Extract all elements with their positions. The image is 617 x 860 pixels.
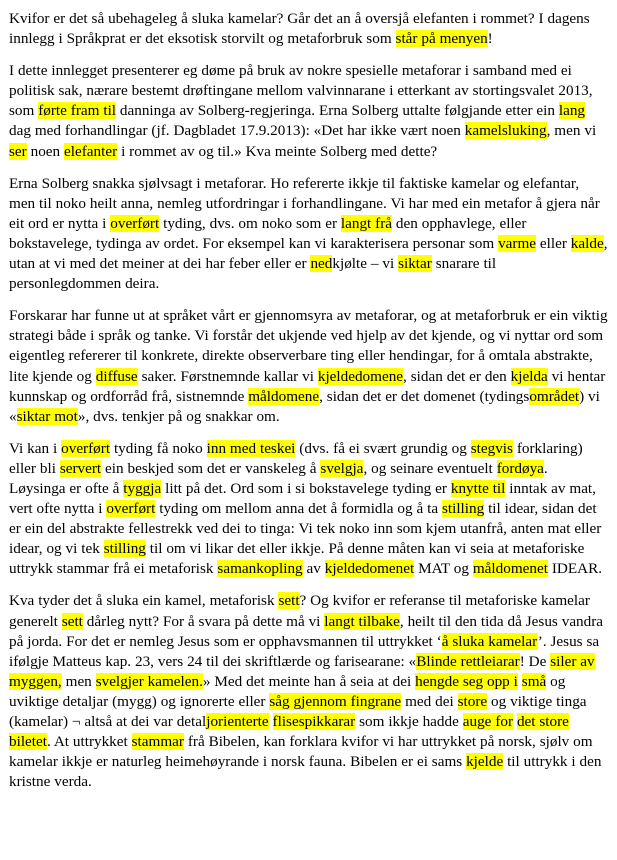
body-text: som ikkje hadde <box>355 713 463 730</box>
body-text: . At uttrykket <box>46 733 132 751</box>
highlighted-text: såg gjennom fingrane <box>269 692 402 710</box>
paragraph-p6 <box>9 591 608 792</box>
body-text: tyding om mellom anna det å formidla og å ta <box>155 500 442 518</box>
highlighted-text: svelgja <box>320 459 364 477</box>
body-text: den opphavlege, eller bokstavelege, tydinga av ordet. For eksempel kan vi karakterisera personar som <box>9 214 527 252</box>
highlighted-text: overført <box>106 500 156 518</box>
body-text: », dvs. tenkjer på og snakkar om. <box>77 407 280 425</box>
body-text: i rommet av og til.» Kva meinte Solberg med dette? <box>117 142 438 160</box>
highlighted-text: servert <box>59 459 102 477</box>
highlighted-text: Blinde rettleiarar <box>416 652 520 670</box>
highlighted-text: langt tilbake <box>324 612 400 630</box>
body-text: , heilt til den tida då Jesus vandra på jorda. For det er nemleg Jesus som er opphavsmannen til uttrykket ‘ <box>9 612 604 650</box>
highlighted-text: elefanter <box>64 142 118 160</box>
highlighted-text: flisespikkarar <box>272 713 356 730</box>
paragraph-p1 <box>9 9 608 49</box>
highlighted-text: kamelsluking <box>464 122 547 140</box>
highlighted-text: auge for <box>462 713 514 730</box>
body-text: . Løysinga er ofte å <box>9 459 548 497</box>
body-text: av <box>302 560 325 578</box>
highlighted-text: kjeldedomenet <box>324 560 415 578</box>
body-text: inntak av mat, vert ofte nytta i <box>9 479 596 518</box>
body-text: Forskarar har funne ut at språket vårt er gjennomsyra av metaforar, og at metaforbruk er ein viktig strategi både i språk og tanke. Vi forstår det ukjende ved hjelp av det kjende, og vi nyttar ord som eigentleg refererer til konkrete, direkte observerbare ting eller hendingar, for å omtala abstrakte, lite kjende og <box>9 307 608 385</box>
highlighted-text: stilling <box>441 500 485 518</box>
highlighted-text: fordøya <box>496 459 544 477</box>
body-text: og viktige tinga (kamelar) ¬ altså at dei var detal <box>9 692 587 730</box>
highlighted-text: stammar <box>131 733 184 751</box>
highlighted-text: knytte til <box>450 479 506 497</box>
paragraph-p5 <box>9 439 608 580</box>
body-text: MAT og <box>414 560 473 578</box>
highlighted-text: jorienterte <box>206 713 269 730</box>
body-text: (dvs. få ei svært grundig og <box>295 439 471 457</box>
body-text: I dette innlegget presenterer eg døme på bruk av nokre spesielle metaforar i samband med ei politisk sak, nærare bestemt drøftingane mellom valvinnarane i etterkant av stortingsvalet 2013, som <box>9 62 593 120</box>
body-text <box>269 713 273 730</box>
body-text: IDEAR. <box>547 560 603 578</box>
body-text: , sidan det er den <box>403 367 511 385</box>
body-text: ? Og kvifor er referanse til metaforiske kamelar generelt <box>9 592 590 630</box>
body-text: , sidan det er det domenet (tydings <box>319 387 530 405</box>
body-text: ’. Jesus sa ifølgje Matteus kap. 23, vers 24 til dei skriftlærde og farisearane: « <box>9 632 600 670</box>
body-text: Erna Solberg snakka sjølvsagt i metaforar. Ho refererte ikkje til faktiske kamelar og elefantar, men til noko heilt anna, nemleg utfordringar i forhandlingane. Vi har med ein metafor å gjera når eit ord er nytta i <box>9 174 600 232</box>
highlighted-text: inn med teskei <box>206 439 296 457</box>
body-text: litt på det. Ord som i si bokstavelege tyding er <box>161 479 451 497</box>
body-text: og uviktige detaljar (mygg) og ignorerte eller <box>9 672 566 710</box>
highlighted-text: siler av myggen, <box>9 652 595 690</box>
highlighted-text: siktar mot <box>16 407 78 425</box>
body-text: Kvifor er det så ubehageleg å sluka kamelar? Går det an å oversjå elefanten i rommet? I dagens innlegg i Språkprat er det eksotisk storvilt og metaforbruk som <box>9 10 590 48</box>
highlighted-text: samankopling <box>217 560 303 578</box>
body-text: Vi kan i <box>9 439 62 457</box>
highlighted-text: diffuse <box>95 367 138 385</box>
highlighted-text: langt frå <box>340 214 393 232</box>
highlighted-text: svelgjer kamelen. <box>95 672 203 690</box>
paragraph-p3 <box>9 174 608 295</box>
body-text: vi hentar kunnskap og ordforråd frå, sistnemnde <box>9 367 606 405</box>
highlighted-text: førte fram til <box>38 102 117 120</box>
paragraph-p2 <box>9 61 608 161</box>
highlighted-text: sett <box>278 592 300 610</box>
body-text: , utan at vi med det meiner at dei har feber eller er <box>9 234 608 273</box>
highlighted-text: å sluka kamelar <box>441 632 538 650</box>
highlighted-text: varme <box>498 234 537 252</box>
highlighted-text: overført <box>61 439 111 457</box>
highlighted-text: området <box>529 387 580 405</box>
highlighted-text: kalde <box>570 234 604 252</box>
body-text: noen <box>26 142 65 160</box>
highlighted-text: kjelde <box>466 753 504 771</box>
highlighted-text: står på menyen <box>395 30 488 48</box>
paragraph-p4 <box>9 306 608 427</box>
body-text: ) vi « <box>9 387 600 425</box>
highlighted-text: sett <box>61 612 83 630</box>
highlighted-text: kjeldedomene <box>317 367 404 385</box>
body-text: » Med det meinte han å seia at dei <box>202 672 416 690</box>
body-text: frå Bibelen, kan forklara kvifor vi har uttrykket på norsk, sjølv om kamelar ikkje er naturleg heimehøyrande i norsk fauna. Bibelen er ei sams <box>9 733 593 771</box>
body-text: ein beskjed som det er vanskeleg å <box>101 459 321 477</box>
body-text: til idear, sidan det er ein del abstrakte fellestrekk ved dei to tinga: Vi tek noko inn som kjem utanfrå, anten mat eller idear, og vi tek <box>9 500 602 558</box>
body-text: til uttrykk i den kristne verda. <box>9 753 602 791</box>
body-text: tyding få noko <box>110 439 207 457</box>
body-text: kjølte – vi <box>332 255 399 273</box>
body-text: men <box>61 672 96 690</box>
body-text: danninga av Solberg-regjeringa. Erna Solberg uttalte følgjande etter ein <box>116 102 559 120</box>
body-text: ! De <box>519 652 551 670</box>
body-text: til om vi likar det eller ikkje. På denne måten kan vi seia at metaforiske uttrykk stammar frå ei metaforisk <box>9 540 585 578</box>
highlighted-text: overført <box>110 214 160 232</box>
body-text: med dei <box>401 692 458 710</box>
highlighted-text: ned <box>310 255 333 273</box>
highlighted-text: kjelda <box>510 367 548 385</box>
highlighted-text: måldomenet <box>472 560 548 578</box>
body-text: Kva tyder det å sluka ein kamel, metaforisk <box>9 592 279 610</box>
highlighted-text: tyggja <box>123 479 162 497</box>
highlighted-text: store <box>457 692 488 710</box>
body-text: dag med forhandlingar (jf. Dagbladet 17.9.2013): «Det har ikke vært noen <box>9 122 465 140</box>
body-text: tyding, dvs. om noko som er <box>159 214 341 232</box>
highlighted-text: ser <box>9 142 27 160</box>
body-text: forklaring) eller bli <box>9 439 583 477</box>
highlighted-text: lang <box>558 102 586 120</box>
highlighted-text: stilling <box>103 540 146 558</box>
body-text: , men vi <box>546 122 597 140</box>
highlighted-text: små <box>521 672 547 690</box>
body-text: ! <box>487 30 493 48</box>
highlighted-text: måldomene <box>248 387 320 405</box>
body-text: eller <box>536 234 571 252</box>
highlighted-text: siktar <box>398 255 432 273</box>
highlighted-text: hengde seg opp i <box>415 672 518 690</box>
body-text: , og seinare eventuelt <box>363 459 497 477</box>
body-text: snarare til personlegdommen deira. <box>9 255 497 293</box>
highlighted-text: stegvis <box>470 439 513 457</box>
body-text: dårleg nytt? For å svara på dette må vi <box>82 612 325 630</box>
highlighted-text: det store biletet <box>9 713 569 751</box>
body-text: saker. Førstnemnde kallar vi <box>137 367 318 385</box>
